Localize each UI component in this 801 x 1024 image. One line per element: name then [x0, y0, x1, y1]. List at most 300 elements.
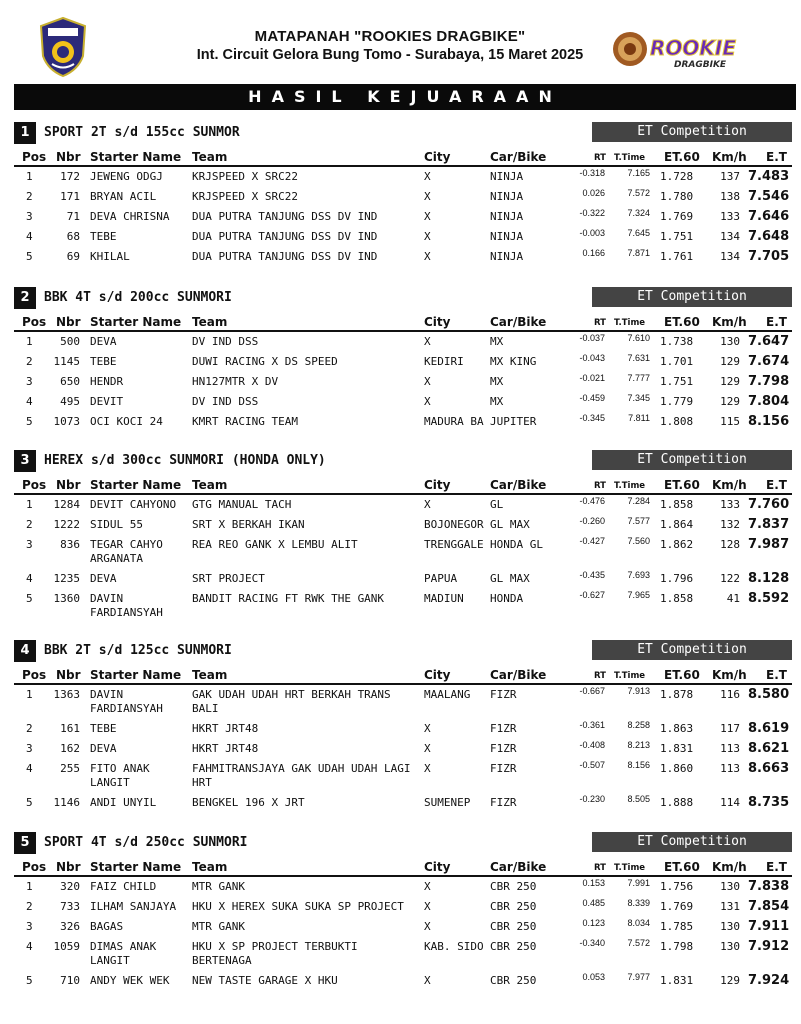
cell-team: KRJSPEED X SRC22 — [192, 190, 298, 203]
cell-nbr: 1284 — [53, 498, 80, 511]
cell-nbr: 495 — [60, 395, 80, 408]
cell-city: MAALANG — [424, 688, 471, 701]
cell-car-bike: CBR 250 — [490, 940, 537, 953]
et-competition-badge: ET Competition — [592, 832, 792, 852]
cell-ttime: 7.631 — [627, 353, 650, 363]
cell-nbr: 1363 — [53, 688, 80, 701]
cell-kmh: 129 — [720, 974, 740, 987]
cell-ttime: 7.324 — [627, 208, 650, 218]
page-header — [0, 0, 801, 82]
class-section-3 — [14, 450, 792, 623]
cell-nbr: 1222 — [53, 518, 80, 531]
col-rt: RT — [594, 318, 606, 328]
col-ttime: T.Time — [614, 863, 646, 873]
table-row — [14, 971, 792, 991]
table-header — [14, 313, 792, 332]
col-car-bike: Car/Bike — [490, 478, 547, 492]
cell-ttime: 7.572 — [627, 188, 650, 198]
col-pos: Pos — [22, 668, 47, 682]
cell-et60: 1.808 — [660, 415, 694, 428]
cell-et60: 1.779 — [660, 395, 694, 408]
cell-et60: 1.761 — [660, 250, 694, 263]
cell-rt: -0.435 — [579, 570, 605, 580]
cell-rt: -0.021 — [579, 373, 605, 383]
cell-starter-name: JEWENG ODGJ — [90, 170, 163, 183]
cell-pos: 2 — [26, 355, 33, 368]
col-car-bike: Car/Bike — [490, 668, 547, 682]
col-car-bike: Car/Bike — [490, 315, 547, 329]
cell-et60: 1.860 — [660, 762, 694, 775]
cell-et60: 1.728 — [660, 170, 694, 183]
cell-ttime: 7.577 — [627, 516, 650, 526]
table-header — [14, 476, 792, 495]
cell-ttime: 7.284 — [627, 496, 650, 506]
table-row — [14, 187, 792, 207]
cell-ttime: 7.965 — [627, 590, 650, 600]
cell-team: DV IND DSS — [192, 395, 259, 408]
cell-kmh: 138 — [720, 190, 740, 203]
cell-team: DUA PUTRA TANJUNG DSS DV IND — [192, 210, 378, 223]
cell-pos: 3 — [26, 375, 33, 388]
cell-city: X — [424, 250, 431, 263]
cell-nbr: 710 — [60, 974, 80, 987]
cell-starter-name: DEVA — [90, 742, 117, 755]
section-number: 2 — [14, 287, 36, 309]
cell-city: X — [424, 762, 431, 775]
cell-kmh: 133 — [720, 210, 740, 223]
cell-ttime: 7.572 — [627, 938, 650, 948]
cell-ttime: 7.610 — [627, 333, 650, 343]
cell-car-bike: NINJA — [490, 250, 524, 263]
et-competition-badge: ET Competition — [592, 122, 792, 142]
cell-nbr: 255 — [60, 762, 80, 775]
cell-ttime: 7.645 — [627, 228, 650, 238]
cell-rt: 0.053 — [582, 972, 605, 982]
cell-ttime: 7.977 — [627, 972, 650, 982]
cell-city: MADIUN — [424, 592, 464, 605]
et-competition-badge: ET Competition — [592, 640, 792, 660]
cell-starter-name: HENDR — [90, 375, 124, 388]
cell-et: 8.663 — [748, 761, 790, 776]
cell-ttime: 8.505 — [627, 794, 650, 804]
table-body — [14, 495, 792, 623]
section-title: BBK 2T s/d 125cc SUNMORI — [44, 643, 232, 658]
section-header — [14, 122, 792, 144]
cell-et60: 1.831 — [660, 742, 694, 755]
cell-pos: 3 — [26, 742, 33, 755]
table-row — [14, 352, 792, 372]
cell-et: 7.837 — [748, 517, 790, 532]
col-et60: ET.60 — [664, 860, 700, 874]
col-et60: ET.60 — [664, 315, 700, 329]
table-row — [14, 247, 792, 267]
cell-et60: 1.701 — [660, 355, 694, 368]
cell-nbr: 1059 — [53, 940, 80, 953]
cell-kmh: 128 — [720, 538, 740, 551]
table-header — [14, 858, 792, 877]
class-section-5 — [14, 832, 792, 991]
cell-et60: 1.756 — [660, 880, 694, 893]
cell-nbr: 500 — [60, 335, 80, 348]
col-car-bike: Car/Bike — [490, 150, 547, 164]
et-competition-badge: ET Competition — [592, 287, 792, 307]
table-row — [14, 897, 792, 917]
cell-et60: 1.738 — [660, 335, 694, 348]
class-section-2 — [14, 287, 792, 432]
cell-ttime: 7.693 — [627, 570, 650, 580]
cell-et: 7.705 — [748, 249, 790, 264]
cell-et60: 1.878 — [660, 688, 694, 701]
cell-nbr: 320 — [60, 880, 80, 893]
cell-rt: -0.043 — [579, 353, 605, 363]
table-row — [14, 685, 792, 719]
cell-starter-name: TEGAR CAHYO ARGANATA — [90, 538, 163, 565]
cell-team: HN127MTR X DV — [192, 375, 279, 388]
cell-rt: -0.459 — [579, 393, 605, 403]
cell-car-bike: F1ZR — [490, 722, 517, 735]
col-et: E.T — [766, 315, 787, 329]
col-ttime: T.Time — [614, 671, 646, 681]
cell-kmh: 134 — [720, 230, 740, 243]
cell-car-bike: MX — [490, 375, 504, 388]
cell-et: 7.647 — [748, 334, 790, 349]
cell-kmh: 113 — [720, 742, 740, 755]
col-city: City — [424, 668, 451, 682]
cell-starter-name: BRYAN ACIL — [90, 190, 157, 203]
results-banner: HASIL KEJUARAAN — [14, 84, 796, 110]
cell-rt: -0.340 — [579, 938, 605, 948]
table-row — [14, 412, 792, 432]
cell-team: SRT X BERKAH IKAN — [192, 518, 305, 531]
cell-et: 7.804 — [748, 394, 790, 409]
cell-starter-name: ANDY WEK WEK — [90, 974, 170, 987]
cell-rt: -0.318 — [579, 168, 605, 178]
col-car-bike: Car/Bike — [490, 860, 547, 874]
col-et: E.T — [766, 668, 787, 682]
cell-kmh: 130 — [720, 880, 740, 893]
col-pos: Pos — [22, 478, 47, 492]
col-nbr: Nbr — [56, 478, 81, 492]
col-et60: ET.60 — [664, 150, 700, 164]
cell-city: X — [424, 375, 431, 388]
cell-rt: -0.667 — [579, 686, 605, 696]
section-header — [14, 832, 792, 854]
cell-starter-name: KHILAL — [90, 250, 130, 263]
svg-text:DRAGBIKE: DRAGBIKE — [674, 60, 727, 70]
cell-et: 8.580 — [748, 687, 790, 702]
cell-nbr: 733 — [60, 900, 80, 913]
cell-pos: 4 — [26, 572, 33, 585]
cell-kmh: 116 — [720, 688, 740, 701]
cell-starter-name: SIDUL 55 — [90, 518, 143, 531]
cell-car-bike: NINJA — [490, 210, 524, 223]
cell-team: HKRT JRT48 — [192, 722, 259, 735]
cell-starter-name: DEVA CHRISNA — [90, 210, 170, 223]
cell-nbr: 650 — [60, 375, 80, 388]
cell-pos: 5 — [26, 250, 33, 263]
table-header — [14, 666, 792, 685]
cell-et: 7.648 — [748, 229, 790, 244]
cell-ttime: 8.156 — [627, 760, 650, 770]
cell-starter-name: DEVA — [90, 572, 117, 585]
cell-city: X — [424, 880, 431, 893]
cell-pos: 2 — [26, 190, 33, 203]
cell-kmh: 131 — [720, 900, 740, 913]
table-row — [14, 739, 792, 759]
section-number: 3 — [14, 450, 36, 472]
cell-nbr: 1146 — [53, 796, 80, 809]
cell-nbr: 68 — [66, 230, 80, 243]
cell-starter-name: DEVIT CAHYONO — [90, 498, 177, 511]
section-title: SPORT 2T s/d 155cc SUNMOR — [44, 125, 240, 140]
cell-et: 7.674 — [748, 354, 790, 369]
cell-starter-name: TEBE — [90, 230, 117, 243]
cell-nbr: 836 — [60, 538, 80, 551]
cell-et60: 1.751 — [660, 375, 694, 388]
cell-city: X — [424, 210, 431, 223]
cell-car-bike: CBR 250 — [490, 880, 537, 893]
col-rt: RT — [594, 863, 606, 873]
cell-nbr: 171 — [60, 190, 80, 203]
col-ttime: T.Time — [614, 481, 646, 491]
cell-pos: 4 — [26, 395, 33, 408]
cell-et: 8.619 — [748, 721, 790, 736]
cell-ttime: 7.811 — [628, 413, 650, 423]
cell-car-bike: MX — [490, 335, 504, 348]
cell-pos: 1 — [26, 880, 33, 893]
cell-nbr: 69 — [66, 250, 80, 263]
cell-starter-name: FAIZ CHILD — [90, 880, 157, 893]
cell-rt: -0.507 — [579, 760, 605, 770]
col-team: Team — [192, 478, 228, 492]
cell-et: 7.798 — [748, 374, 790, 389]
cell-team: GAK UDAH UDAH HRT BERKAH TRANS BALI — [192, 688, 391, 715]
cell-kmh: 41 — [726, 592, 740, 605]
table-header — [14, 148, 792, 167]
class-section-4 — [14, 640, 792, 813]
cell-kmh: 130 — [720, 335, 740, 348]
cell-car-bike: NINJA — [490, 190, 524, 203]
cell-starter-name: DEVA — [90, 335, 117, 348]
cell-car-bike: MX — [490, 395, 504, 408]
cell-et60: 1.769 — [660, 210, 694, 223]
col-nbr: Nbr — [56, 150, 81, 164]
cell-et: 8.592 — [748, 591, 790, 606]
cell-et: 7.987 — [748, 537, 790, 552]
cell-ttime: 7.991 — [627, 878, 650, 888]
cell-et: 7.911 — [748, 919, 790, 934]
cell-car-bike: GL — [490, 498, 504, 511]
col-pos: Pos — [22, 860, 47, 874]
cell-et60: 1.888 — [660, 796, 694, 809]
cell-pos: 5 — [26, 974, 33, 987]
cell-rt: -0.322 — [579, 208, 605, 218]
section-title: BBK 4T s/d 200cc SUNMORI — [44, 290, 232, 305]
cell-ttime: 8.258 — [627, 720, 650, 730]
cell-city: X — [424, 974, 431, 987]
col-rt: RT — [594, 153, 606, 163]
table-body — [14, 332, 792, 432]
cell-rt: 0.485 — [582, 898, 605, 908]
cell-city: PAPUA — [424, 572, 458, 585]
cell-kmh: 122 — [720, 572, 740, 585]
cell-kmh: 129 — [720, 395, 740, 408]
event-title-line1: MATAPANAH "ROOKIES DRAGBIKE" — [254, 28, 526, 45]
cell-pos: 1 — [26, 335, 33, 348]
col-starter-name: Starter Name — [90, 860, 182, 874]
col-nbr: Nbr — [56, 860, 81, 874]
class-section-1 — [14, 122, 792, 267]
col-kmh: Km/h — [712, 315, 747, 329]
col-kmh: Km/h — [712, 478, 747, 492]
section-number: 4 — [14, 640, 36, 662]
cell-et60: 1.864 — [660, 518, 694, 531]
cell-car-bike: GL MAX — [490, 572, 530, 585]
col-starter-name: Starter Name — [90, 668, 182, 682]
cell-ttime: 7.165 — [627, 168, 650, 178]
cell-pos: 5 — [26, 796, 33, 809]
cell-team: FAHMITRANSJAYA GAK UDAH UDAH LAGI HRT — [192, 762, 411, 789]
table-row — [14, 332, 792, 352]
cell-team: KRJSPEED X SRC22 — [192, 170, 298, 183]
cell-et: 7.912 — [748, 939, 790, 954]
cell-ttime: 7.345 — [627, 393, 650, 403]
event-title — [160, 28, 620, 63]
cell-rt: 0.153 — [582, 878, 605, 888]
col-et60: ET.60 — [664, 668, 700, 682]
cell-rt: -0.476 — [579, 496, 605, 506]
col-pos: Pos — [22, 150, 47, 164]
cell-city: X — [424, 742, 431, 755]
cell-kmh: 117 — [720, 722, 740, 735]
cell-city: X — [424, 722, 431, 735]
event-title-line2: Int. Circuit Gelora Bung Tomo - Surabaya, 15 Maret 2025 — [196, 47, 584, 63]
table-row — [14, 372, 792, 392]
col-team: Team — [192, 860, 228, 874]
section-title: HEREX s/d 300cc SUNMORI (HONDA ONLY) — [44, 453, 326, 468]
col-kmh: Km/h — [712, 150, 747, 164]
col-ttime: T.Time — [614, 318, 646, 328]
col-team: Team — [192, 150, 228, 164]
svg-text:ROOKIE: ROOKIE — [650, 36, 737, 60]
col-et: E.T — [766, 150, 787, 164]
cell-starter-name: DAVIN FARDIANSYAH — [90, 592, 163, 619]
cell-pos: 4 — [26, 230, 33, 243]
table-row — [14, 937, 792, 971]
cell-et60: 1.862 — [660, 538, 694, 551]
cell-starter-name: ANDI UNYIL — [90, 796, 157, 809]
cell-car-bike: HONDA — [490, 592, 524, 605]
col-kmh: Km/h — [712, 668, 747, 682]
cell-city: SUMENEP — [424, 796, 471, 809]
cell-ttime: 7.777 — [627, 373, 650, 383]
table-body — [14, 877, 792, 991]
cell-et60: 1.769 — [660, 900, 694, 913]
cell-rt: 0.123 — [582, 918, 605, 928]
cell-et: 8.735 — [748, 795, 790, 810]
cell-city: X — [424, 170, 431, 183]
cell-starter-name: TEBE — [90, 355, 117, 368]
cell-starter-name: DIMAS ANAK LANGIT — [90, 940, 157, 967]
cell-ttime: 7.871 — [627, 248, 650, 258]
col-city: City — [424, 150, 451, 164]
cell-et60: 1.831 — [660, 974, 694, 987]
cell-pos: 3 — [26, 920, 33, 933]
table-body — [14, 167, 792, 267]
cell-nbr: 1073 — [53, 415, 80, 428]
cell-rt: 0.166 — [582, 248, 605, 258]
cell-pos: 5 — [26, 592, 33, 605]
col-starter-name: Starter Name — [90, 150, 182, 164]
col-city: City — [424, 478, 451, 492]
cell-ttime: 8.034 — [627, 918, 650, 928]
cell-et: 7.483 — [748, 169, 790, 184]
cell-team: GTG MANUAL TACH — [192, 498, 292, 511]
table-row — [14, 167, 792, 187]
cell-et60: 1.858 — [660, 592, 694, 605]
cell-rt: -0.627 — [579, 590, 605, 600]
table-row — [14, 515, 792, 535]
cell-pos: 4 — [26, 940, 33, 953]
cell-kmh: 132 — [720, 518, 740, 531]
cell-pos: 1 — [26, 688, 33, 701]
cell-car-bike: HONDA GL — [490, 538, 543, 551]
cell-kmh: 114 — [720, 796, 740, 809]
cell-nbr: 326 — [60, 920, 80, 933]
cell-city: X — [424, 498, 431, 511]
col-et: E.T — [766, 860, 787, 874]
section-title: SPORT 4T s/d 250cc SUNMORI — [44, 835, 248, 850]
cell-rt: -0.003 — [579, 228, 605, 238]
cell-nbr: 161 — [60, 722, 80, 735]
cell-car-bike: NINJA — [490, 230, 524, 243]
cell-car-bike: CBR 250 — [490, 920, 537, 933]
cell-et60: 1.751 — [660, 230, 694, 243]
cell-nbr: 162 — [60, 742, 80, 755]
cell-city: MADURA BA — [424, 415, 484, 428]
cell-et60: 1.858 — [660, 498, 694, 511]
cell-ttime: 7.560 — [627, 536, 650, 546]
cell-pos: 1 — [26, 170, 33, 183]
cell-car-bike: MX KING — [490, 355, 537, 368]
cell-team: HKRT JRT48 — [192, 742, 259, 755]
cell-et: 8.156 — [748, 414, 790, 429]
cell-rt: -0.260 — [579, 516, 605, 526]
col-et: E.T — [766, 478, 787, 492]
table-row — [14, 535, 792, 569]
table-row — [14, 569, 792, 589]
cell-team: SRT PROJECT — [192, 572, 265, 585]
cell-team: DV IND DSS — [192, 335, 259, 348]
cell-car-bike: GL MAX — [490, 518, 530, 531]
cell-pos: 2 — [26, 900, 33, 913]
cell-pos: 2 — [26, 722, 33, 735]
cell-kmh: 129 — [720, 375, 740, 388]
cell-rt: -0.427 — [579, 536, 605, 546]
cell-nbr: 1235 — [53, 572, 80, 585]
cell-team: BANDIT RACING FT RWK THE GANK — [192, 592, 385, 605]
cell-nbr: 1360 — [53, 592, 80, 605]
cell-pos: 2 — [26, 518, 33, 531]
cell-et60: 1.798 — [660, 940, 694, 953]
cell-team: DUA PUTRA TANJUNG DSS DV IND — [192, 250, 378, 263]
cell-rt: -0.361 — [579, 720, 605, 730]
cell-et: 7.854 — [748, 899, 790, 914]
rookies-dragbike-logo — [612, 24, 762, 74]
cell-city: X — [424, 920, 431, 933]
cell-et: 8.621 — [748, 741, 790, 756]
cell-pos: 4 — [26, 762, 33, 775]
